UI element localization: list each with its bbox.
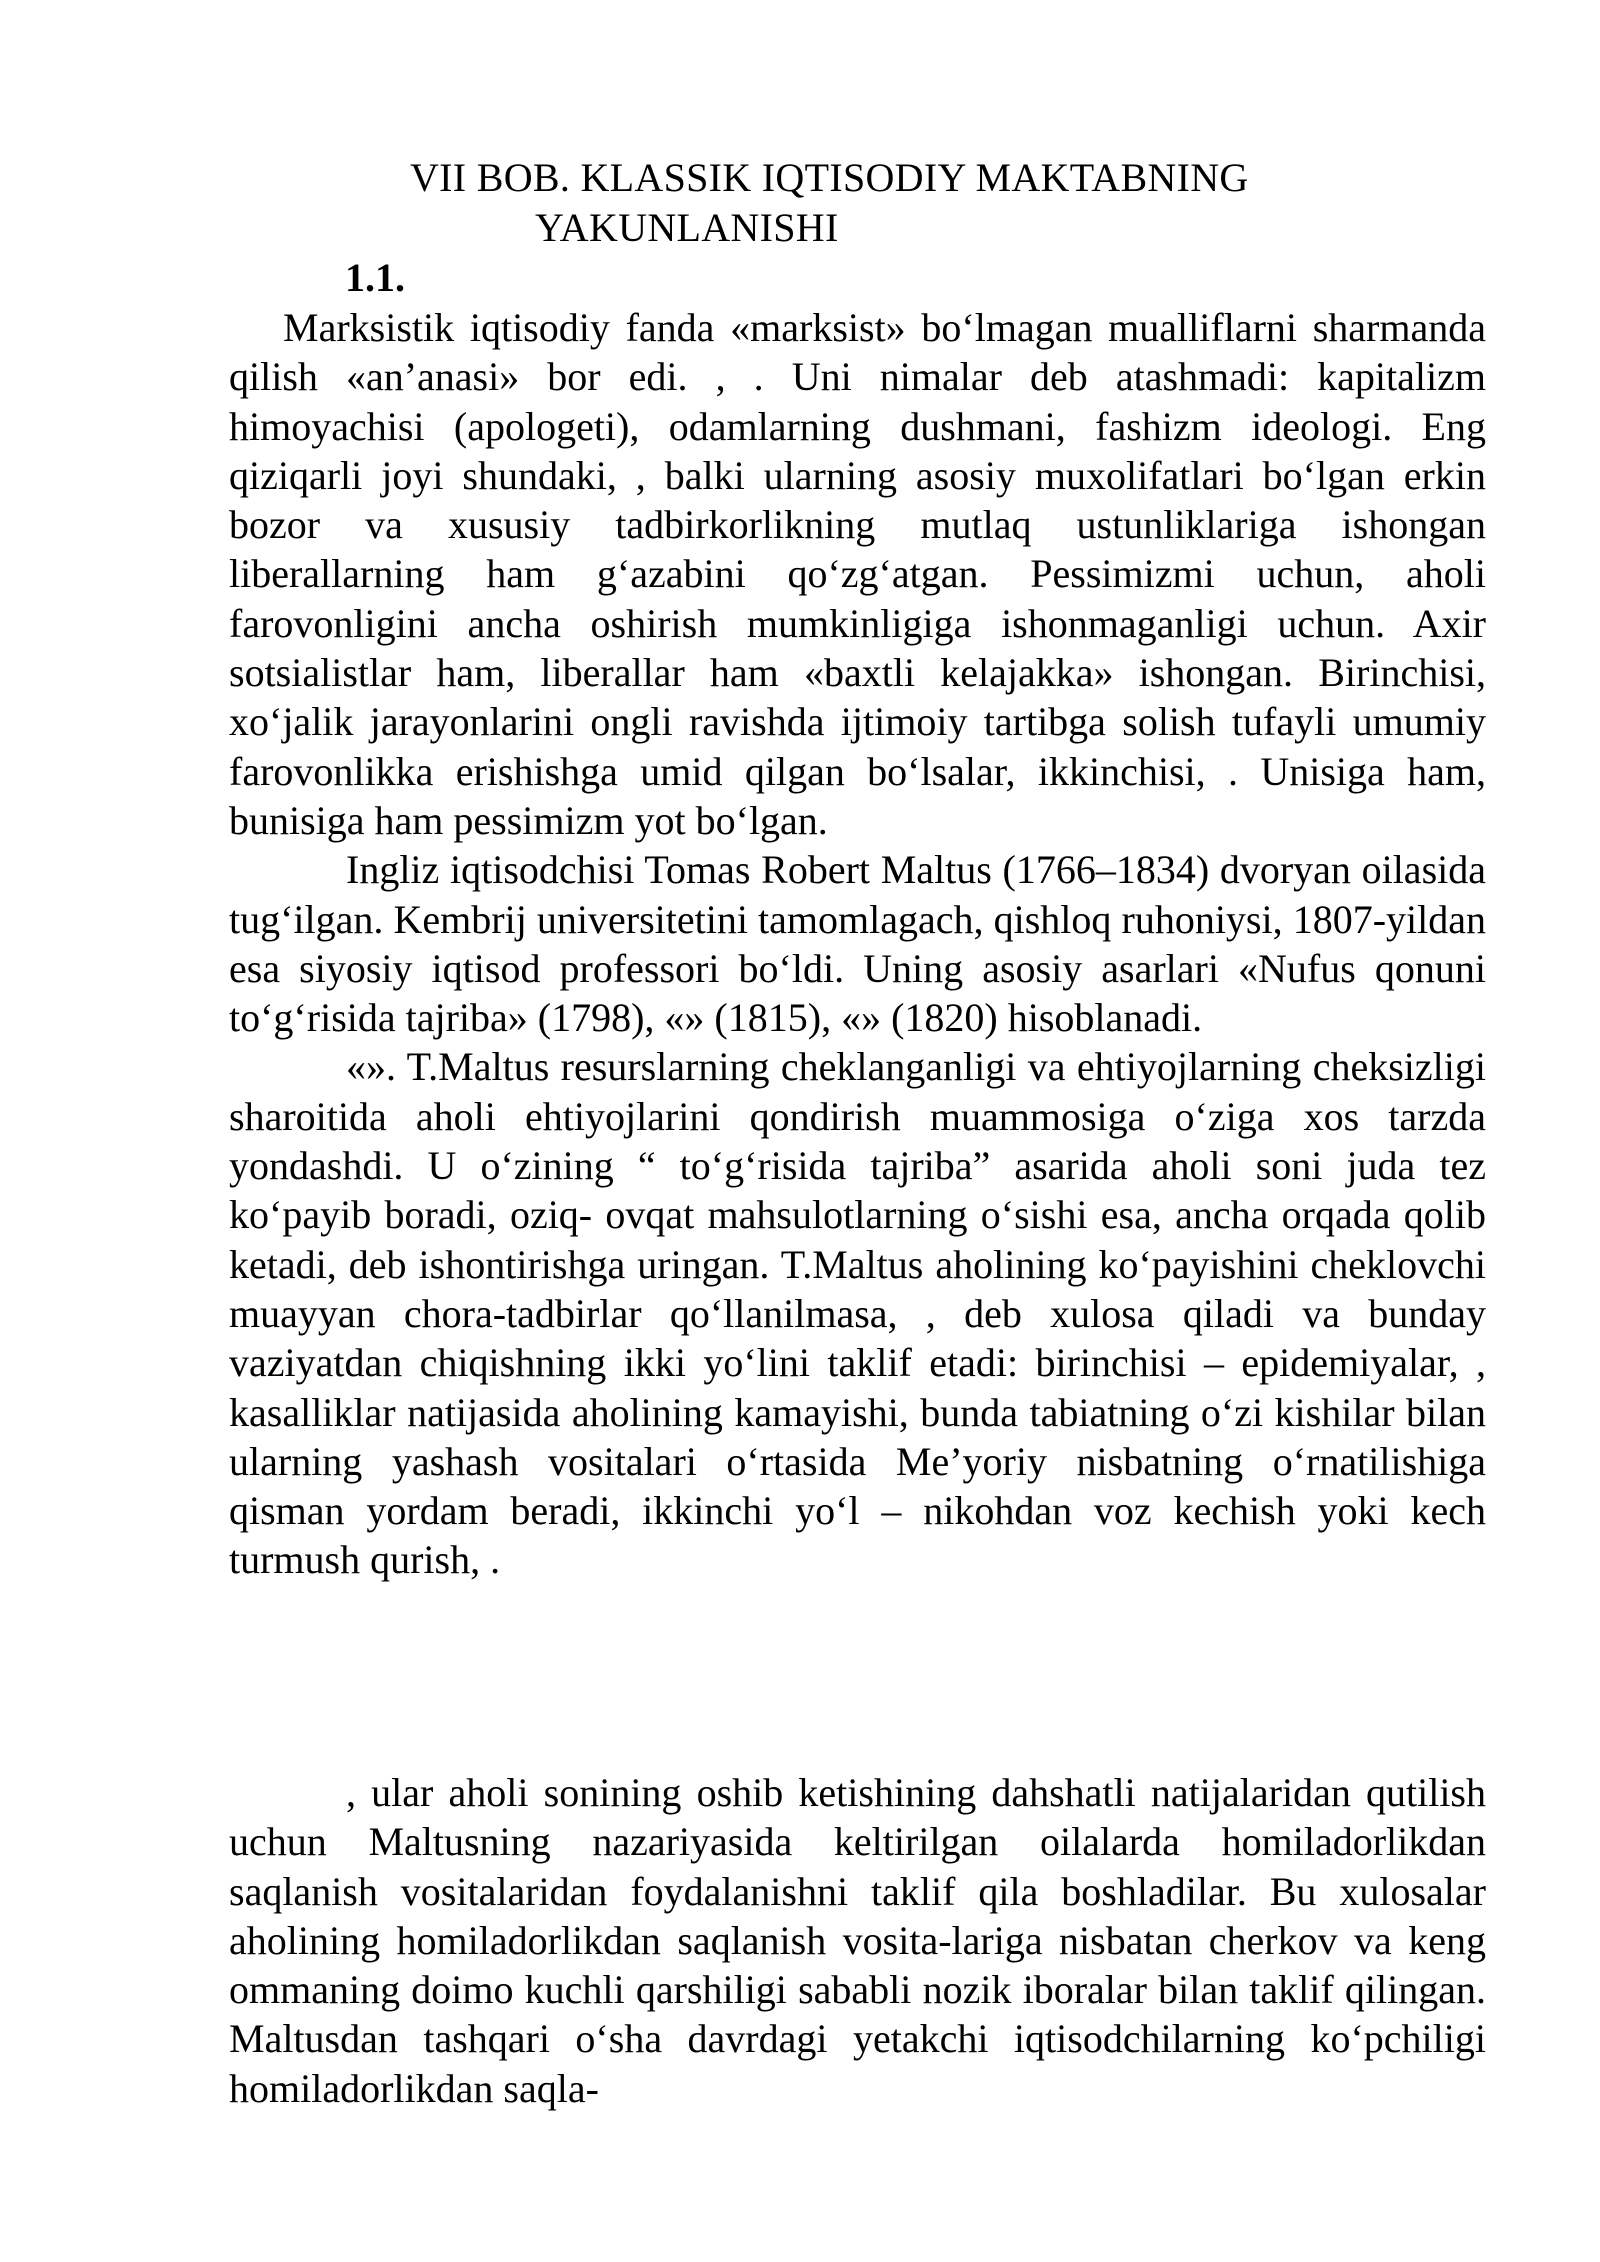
paragraph-neo-maltusians: , ular aholi sonining oshib ketishining dahshatli natijalaridan qutilish uchun Maltusning nazariyasida keltirilgan oilalarda homiladorlikdan saqlanish vositalaridan foydalanishni taklif qila boshladilar. Bu xulosalar aholining homiladorlikdan saqlanish vosita-lariga nisbatan cherkov va keng ommaning doimo kuchli qarshiligi sababli nozik iboralar bilan taklif qilingan. Maltusdan tashqari o‘sha davrdagi yetakchi iqtisodchilarning ko‘pchiligi homiladorlikdan saqla- — [229, 1770, 1486, 2111]
paragraph-maltus-biography: Ingliz iqtisodchisi Tomas Robert Maltus (1766–1834) dvoryan oilasida tug‘ilgan. Kembrij universitetini tamomlagach, qishloq ruhoniysi, 1807-yildan esa siyosiy iqtisod professori bo‘ldi. Uning asosiy asarlari «Nufus qonuni to‘g‘risida tajriba» (1798), «» (1815), «» (1820) hisoblanadi. — [229, 847, 1486, 1041]
paragraph-intro: Marksistik iqtisodiy fanda «marksist» bo‘lmagan mualliflarni sharmanda qilish «an’anasi» bor edi. , . Uni nimalar deb atashmadi: kapitalizm himoyachisi (apologeti), odamlarning dushmani, fashizm ideologi. Eng qiziqarli joyi shundaki, , balki ularning asosiy muxolifatlari bo‘lgan erkin bozor va xususiy tadbirkorlikning mutlaq ustunliklariga ishongan liberallarning ham g‘azabini qo‘zg‘atgan. Pessimizmi uchun, aholi farovonligini ancha oshirish mumkinligiga ishonmaganligi uchun. Axir sotsialistlar ham, liberallar ham «baxtli kelajakka» ishongan. Birinchisi, xo‘jalik jarayonlarini ongli ravishda ijtimoiy tartibga solish tufayli umumiy farovonlikka erishishga umid qilgan bo‘lsalar, ikkinchisi, . Unisiga ham, bunisiga ham pessimizm yot bo‘lgan. — [229, 305, 1486, 843]
paragraph-maltus-theory: «». T.Maltus resurslarning cheklanganligi va ehtiyojlarning cheksizligi sharoitida aholi ehtiyojlarini qondirish muammosiga o‘ziga xos tarzda yondashdi. U o‘zining “ to‘g‘risida tajriba” asarida aholi soni juda tez ko‘payib boradi, oziq- ovqat mahsulotlarning o‘sishi esa, ancha orqada qolib ketadi, deb ishontirishga uringan. T.Maltus aholining ko‘payishini cheklovchi muayyan chora-tadbirlar qo‘llanilmasa, , deb xulosa qiladi va bunday vaziyatdan chiqishning ikki yo‘lini taklif etadi: birinchisi – epidemiyalar, , kasalliklar natijasida aholining kamayishi, bunda tabiatning o‘zi kishilar bilan ularning yashash vositalari o‘rtasida Me’yoriy nisbatning o‘rnatilishiga qisman yordam beradi, ikkinchi yo‘l – nikohdan voz kechish yoki kech turmush qurish, . — [229, 1044, 1486, 1583]
body-text-lower — [229, 1768, 1486, 2113]
section-number: 1.1. — [345, 255, 405, 300]
chapter-title-line-2: YAKUNLANISHI — [535, 205, 839, 250]
body-text-upper — [229, 303, 1486, 1585]
chapter-title-line-1: VII BOB. KLASSIK IQTISODIY MAKTABNING — [410, 155, 1249, 200]
